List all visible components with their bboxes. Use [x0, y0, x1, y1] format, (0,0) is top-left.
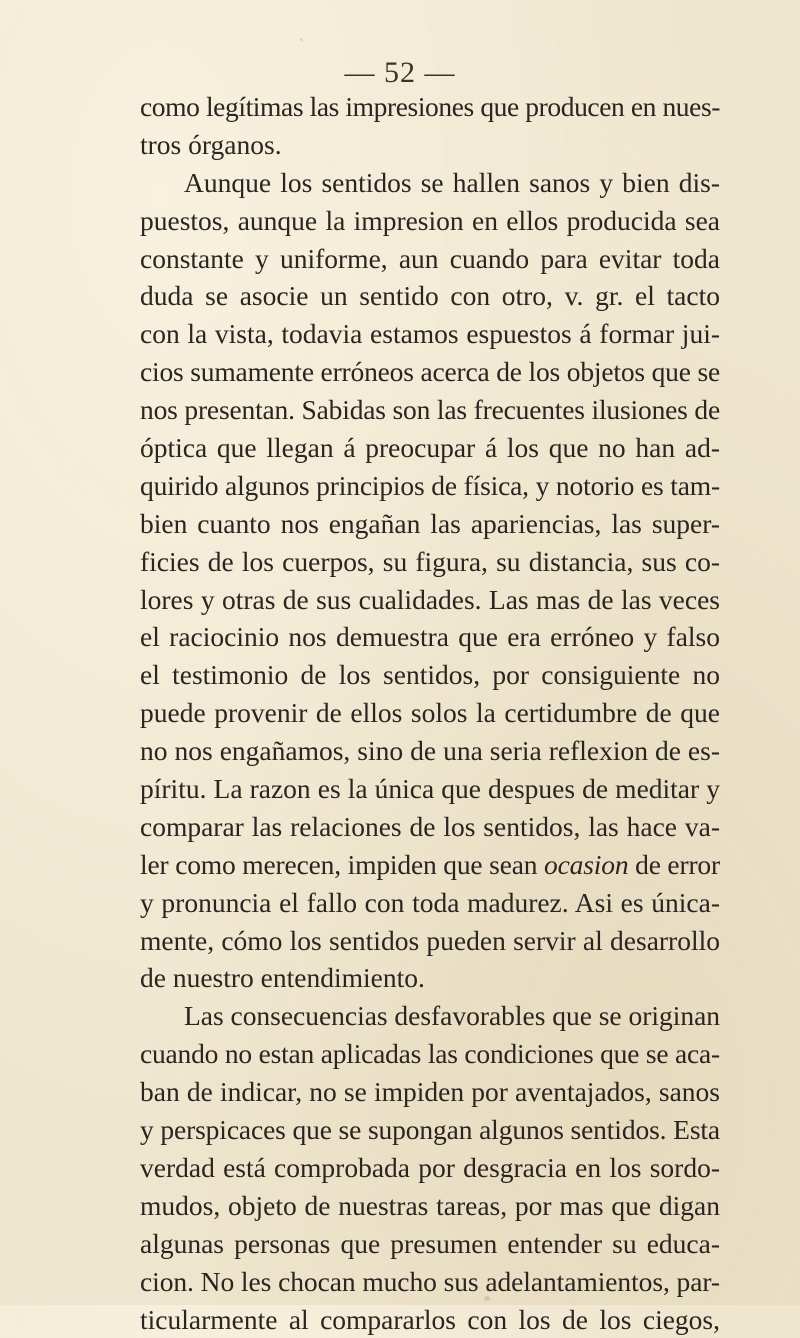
text-line: bien cuanto nos engañan las apariencias, las super-	[140, 505, 720, 543]
text-line: y perspicaces que se supongan algunos sentidos. Esta	[140, 1111, 720, 1149]
text-line: cion. No les chocan mucho sus adelantamientos, par-	[140, 1263, 720, 1301]
text-line: verdad está comprobada por desgracia en los sordo-	[140, 1149, 720, 1187]
text-line: cios sumamente erróneos acerca de los objetos que se	[140, 353, 720, 391]
text-line: el testimonio de los sentidos, por consiguiente no	[140, 656, 720, 694]
text-line: mente, cómo los sentidos pueden servir al desarrollo	[140, 922, 720, 960]
paper-speck	[484, 1296, 490, 1301]
text-line: óptica que llegan á preocupar á los que no han ad-	[140, 429, 720, 467]
text-line: no nos engañamos, sino de una seria reflexion de es-	[140, 732, 720, 770]
paper-speck	[300, 38, 303, 41]
text-line: con la vista, todavia estamos espuestos á formar jui-	[140, 315, 720, 353]
text-line: puestos, aunque la impresion en ellos producida sea	[140, 202, 720, 240]
text-line: tros órganos.	[140, 126, 720, 164]
italic-word: ocasion	[544, 849, 628, 880]
text-line: píritu. La razon es la única que despues de meditar y	[140, 770, 720, 808]
text-line: y pronuncia el fallo con toda madurez. Asi es única-	[140, 884, 720, 922]
text-segment: ler como merecen, impiden que sean	[140, 849, 544, 880]
text-line: el raciocinio nos demuestra que era erróneo y falso	[140, 618, 720, 656]
text-line: nos presentan. Sabidas son las frecuentes ilusiones de	[140, 391, 720, 429]
body-text	[140, 88, 720, 1338]
text-line: como legítimas las impresiones que producen en nues-	[140, 88, 720, 126]
text-line	[140, 846, 720, 884]
text-line: comparar las relaciones de los sentidos, las hace va-	[140, 808, 720, 846]
text-line: duda se asocie un sentido con otro, v. gr. el tacto	[140, 277, 720, 315]
text-line: Aunque los sentidos se hallen sanos y bien dis-	[140, 164, 720, 202]
text-line: quirido algunos principios de física, y notorio es tam-	[140, 467, 720, 505]
text-line: constante y uniforme, aun cuando para evitar toda	[140, 240, 720, 278]
text-segment: de error	[628, 849, 720, 880]
text-line: de nuestro entendimiento.	[140, 959, 720, 997]
text-line: cuando no estan aplicadas las condiciones que se aca-	[140, 1035, 720, 1073]
text-line: ticularmente al compararlos con los de los ciegos,	[140, 1301, 720, 1338]
text-line: lores y otras de sus cualidades. Las mas de las veces	[140, 581, 720, 619]
text-line: ban de indicar, no se impiden por aventajados, sanos	[140, 1073, 720, 1111]
text-line: ficies de los cuerpos, su figura, su distancia, sus co-	[140, 543, 720, 581]
text-line: algunas personas que presumen entender su educa-	[140, 1225, 720, 1263]
text-line: mudos, objeto de nuestras tareas, por mas que digan	[140, 1187, 720, 1225]
page-number: — 52 —	[0, 56, 800, 90]
text-line: puede provenir de ellos solos la certidumbre de que	[140, 694, 720, 732]
text-line: Las consecuencias desfavorables que se originan	[140, 997, 720, 1035]
